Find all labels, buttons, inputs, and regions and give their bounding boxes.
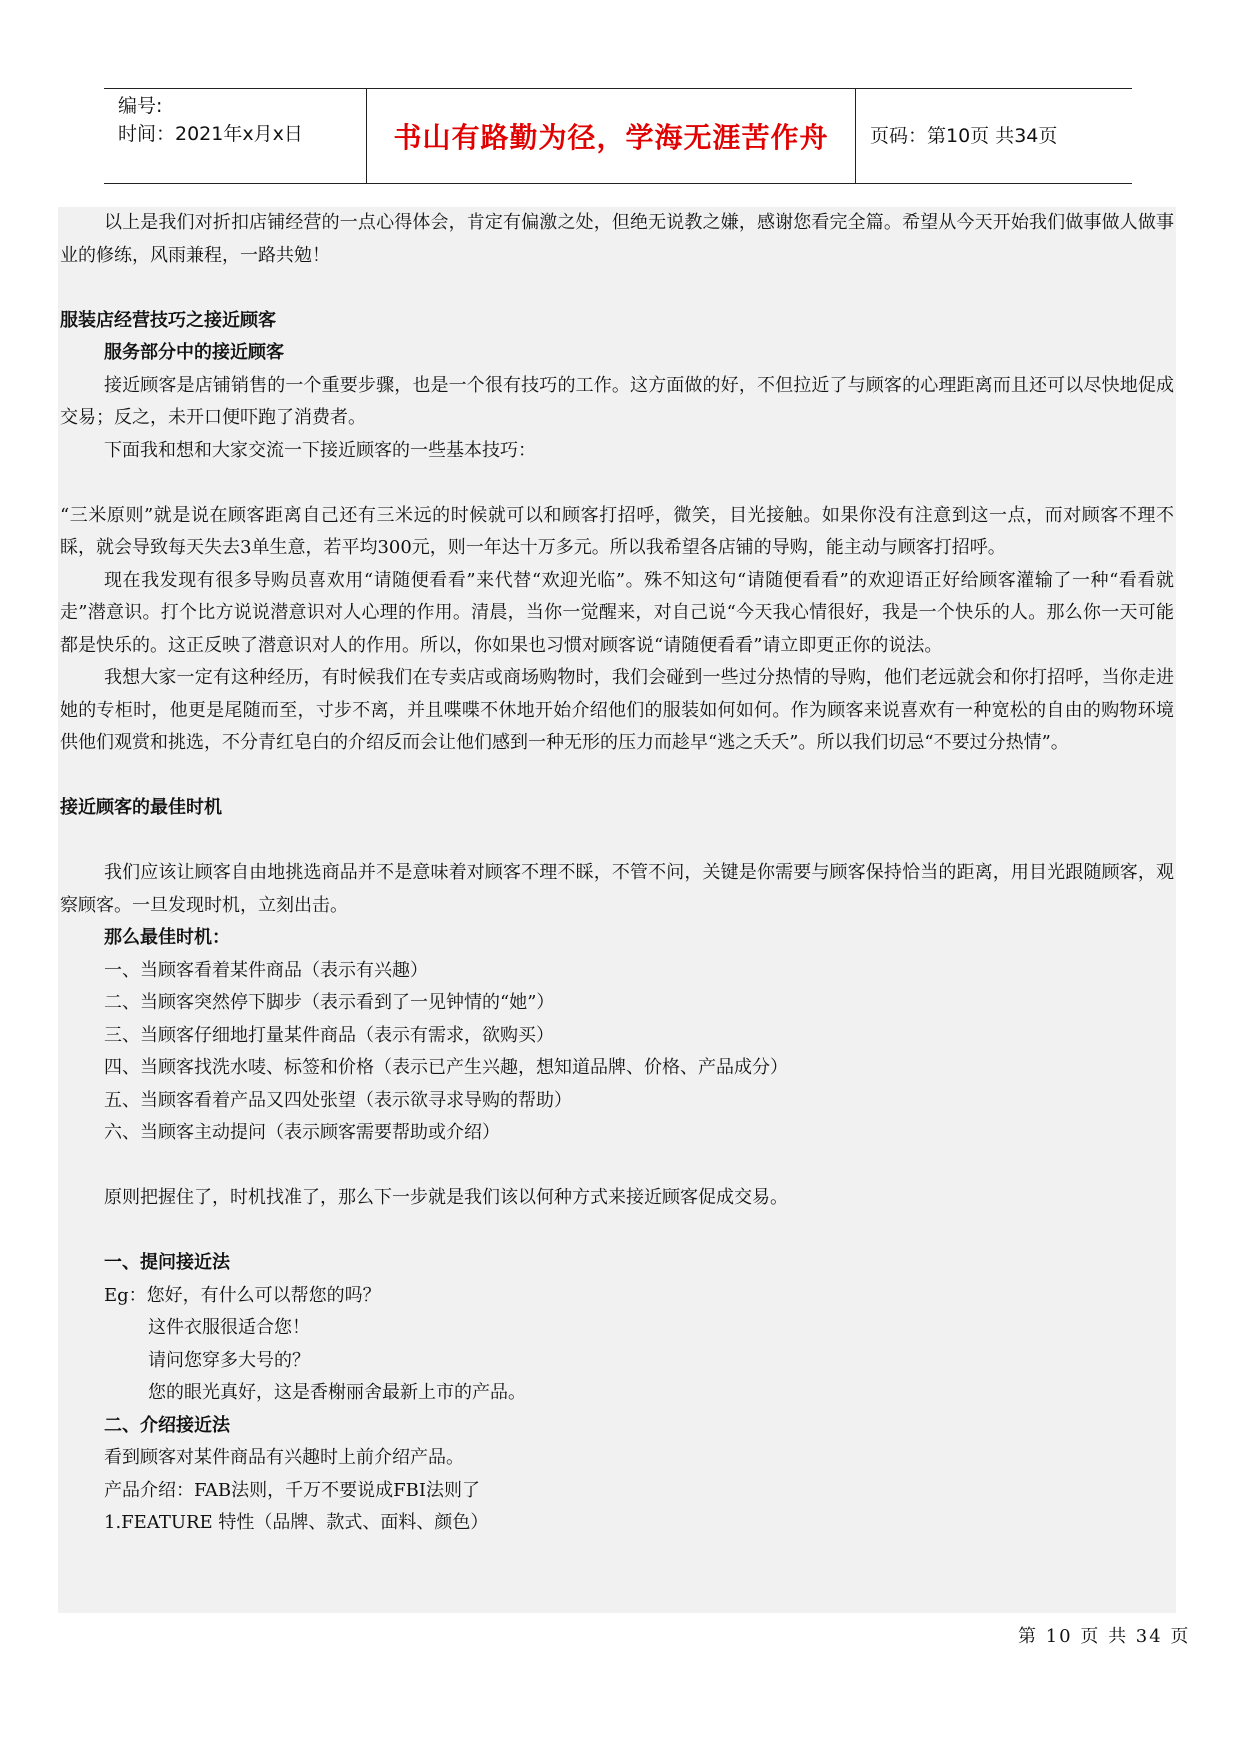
paragraph: 我们应该让顾客自由地挑选商品并不是意味着对顾客不理不睬，不管不问，关键是你需要与顾客保持恰当的距离，用目光跟随顾客，观察顾客。一旦发现时机，立刻出击。 (60, 862, 1174, 916)
page-label: 页码：第10页 共34页 (870, 125, 1058, 147)
section-heading: 接近顾客的最佳时机 (60, 797, 222, 818)
paragraph: 原则把握住了，时机找准了，那么下一步就是我们该以何种方式来接近顾客促成交易。 (104, 1187, 788, 1208)
time-label: 时间：2021年x月x日 (118, 123, 303, 145)
paragraph: 看到顾客对某件商品有兴趣时上前介绍产品。 (104, 1447, 464, 1468)
example-line: 请问您穿多大号的？ (148, 1349, 310, 1371)
spacer (60, 825, 1174, 858)
spacer (60, 272, 1174, 305)
example-line: Eg：您好，有什么可以帮您的吗？ (104, 1284, 381, 1306)
spacer (60, 467, 1174, 500)
list-item: 三、当顾客仔细地打量某件商品（表示有需求，欲购买） (104, 1024, 554, 1046)
paragraph: 我想大家一定有这种经历，有时候我们在专卖店或商场购物时，我们会碰到一些过分热情的导购，他们老远就会和你打招呼，当你走进她的专柜时，他更是尾随而至，寸步不离，并且喋喋不休地开始介绍他们的服装如何如何。作为顾客来说喜欢有一种宽松的自由的购物环境供他们观赏和挑选，不分青红皂白的介绍反而会让他们感到一种无形的压力而趁早“逃之夭夭”。所以我们切忌“不要过分热情”。 (60, 667, 1174, 753)
list-item: 四、当顾客找洗水唛、标签和价格（表示已产生兴趣，想知道品牌、价格、产品成分） (104, 1057, 788, 1078)
spacer (60, 1150, 1174, 1183)
paragraph: 以上是我们对折扣店铺经营的一点心得体会，肯定有偏激之处，但绝无说教之嫌，感谢您看完全篇。希望从今天开始我们做事做人做事业的修练，风雨兼程，一路共勉！ (60, 212, 1174, 266)
subsection-heading: 服务部分中的接近顾客 (104, 342, 284, 363)
paragraph: “三米原则”就是说在顾客距离自己还有三米远的时候就可以和顾客打招呼，微笑，目光接触。如果你没有注意到这一点，而对顾客不理不睬，就会导致每天失去3单生意，若平均300元，则一年达十万多元。所以我希望各店铺的导购，能主动与顾客打招呼。 (60, 504, 1174, 558)
header-page-cell (856, 89, 1132, 183)
paragraph: 下面我和想和大家交流一下接近顾客的一些基本技巧： (104, 439, 536, 461)
paragraph: 产品介绍：FAB法则，千万不要说成FBI法则了 (104, 1479, 480, 1501)
subsection-heading: 那么最佳时机： (104, 927, 230, 948)
section-heading: 服装店经营技巧之接近顾客 (60, 309, 276, 331)
list-item: 五、当顾客看着产品又四处张望（表示欲寻求导购的帮助） (104, 1089, 572, 1111)
list-item: 一、当顾客看着某件商品（表示有兴趣） (104, 959, 428, 981)
paragraph: 1.FEATURE 特性（品牌、款式、面料、颜色） (104, 1512, 489, 1533)
subsection-heading: 一、提问接近法 (104, 1252, 230, 1273)
example-line: 这件衣服很适合您！ (148, 1317, 310, 1338)
header-left-cell (104, 89, 366, 183)
paragraph: 接近顾客是店铺销售的一个重要步骤，也是一个很有技巧的工作。这方面做的好，不但拉近了与顾客的心理距离而且还可以尽快地促成交易；反之，未开口便吓跑了消费者。 (60, 374, 1174, 428)
list-item: 六、当顾客主动提问（表示顾客需要帮助或介绍） (104, 1122, 500, 1143)
spacer (60, 760, 1174, 793)
paragraph: 现在我发现有很多导购员喜欢用“请随便看看”来代替“欢迎光临”。殊不知这句“请随便看看”的欢迎语正好给顾客灌输了一种“看看就走”潜意识。打个比方说说潜意识对人心理的作用。清晨，当你一觉醒来，对自己说“今天我心情很好，我是一个快乐的人。那么你一天可能都是快乐的。这正反映了潜意识对人的作用。所以，你如果也习惯对顾客说“请随便看看”请立即更正你的说法。 (60, 569, 1174, 656)
page-header (104, 88, 1132, 184)
page-footer: 第 10 页 共 34 页 (1018, 1626, 1191, 1647)
document-body (58, 207, 1176, 1613)
header-motto-cell (366, 89, 856, 183)
spacer (60, 1215, 1174, 1248)
subsection-heading: 二、介绍接近法 (104, 1414, 230, 1436)
list-item: 二、当顾客突然停下脚步（表示看到了一见钟情的“她”） (104, 992, 555, 1013)
serial-label: 编号: (118, 95, 163, 117)
motto-text: 书山有路勤为径，学海无涯苦作舟 (393, 121, 829, 154)
example-line: 您的眼光真好，这是香榭丽舍最新上市的产品。 (148, 1382, 526, 1403)
